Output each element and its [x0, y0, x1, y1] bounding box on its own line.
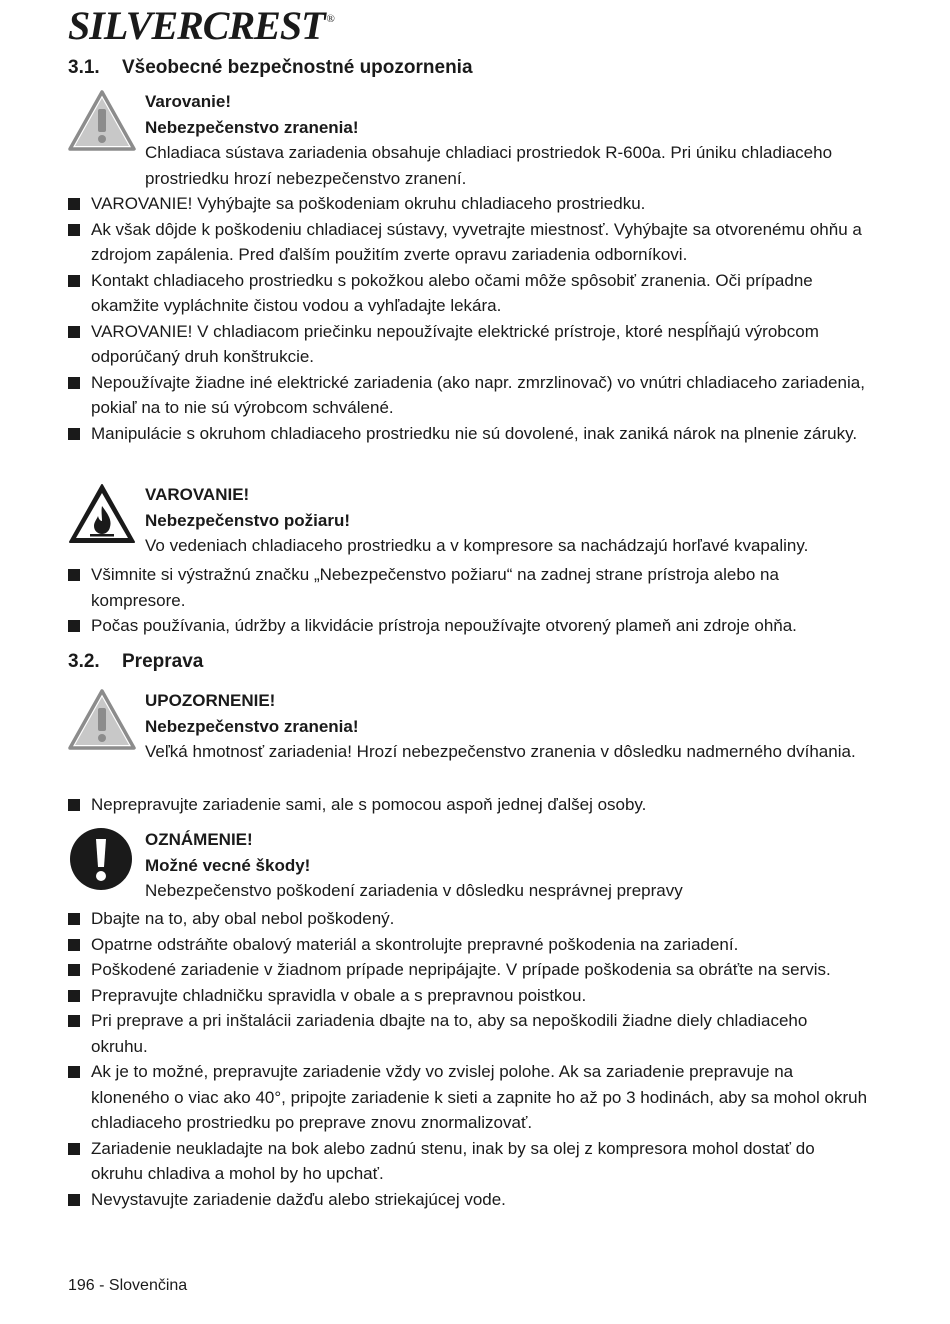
warning-triangle-icon [68, 688, 136, 752]
bullet-list [68, 562, 868, 639]
warning-text: Vo vedeniach chladiaceho prostriedku a v kompresore sa nachádzajú horľavé kvapaliny. [145, 536, 809, 555]
caution-subheading: Nebezpečenstvo zranenia! [145, 716, 359, 736]
caution-text: Veľká hmotnosť zariadenia! Hrozí nebezpečenstvo zranenia v dôsledku nadmerného dvíhania. [145, 742, 856, 761]
brand-logo [68, 3, 334, 48]
section-title: Preprava [122, 651, 204, 672]
list-item: VAROVANIE! V chladiacom priečinku nepoužívajte elektrické prístroje, ktoré nespĺňajú výrobcom odporúčaný druh konštrukcie. [68, 319, 868, 370]
list-item: Pri preprave a pri inštalácii zariadenia dbajte na to, aby sa nepoškodili žiadne diely chladiaceho okruhu. [68, 1008, 868, 1059]
warning-subheading: Nebezpečenstvo zranenia! [145, 117, 359, 137]
list-item: VAROVANIE! Vyhýbajte sa poškodeniam okruhu chladiaceho prostriedku. [68, 191, 868, 217]
list-item: Prepravujte chladničku spravidla v obale a s prepravnou poistkou. [68, 983, 868, 1009]
notice-subheading: Možné vecné škody! [145, 855, 311, 875]
list-item: Počas používania, údržby a likvidácie prístroja nepoužívajte otvorený plameň ani zdroje ohňa. [68, 613, 868, 639]
list-item: Kontakt chladiaceho prostriedku s pokožkou alebo očami môže spôsobiť zranenia. Oči prípadne okamžite vypláchnite čistou vodou a vyhľadajte lekára. [68, 268, 868, 319]
section-heading-3-1 [68, 56, 473, 80]
fire-warning-icon [68, 482, 136, 546]
notice-text: Nebezpečenstvo poškodení zariadenia v dôsledku nesprávnej prepravy [145, 881, 683, 900]
list-item: Zariadenie neukladajte na bok alebo zadnú stenu, inak by sa olej z kompresora mohol dostať do okruhu chladiva a mohol by ho upchať. [68, 1136, 868, 1187]
list-item: Dbajte na to, aby obal nebol poškodený. [68, 906, 868, 932]
list-item: Neprepravujte zariadenie sami, ale s pomocou aspoň jednej ďalšej osoby. [68, 792, 868, 818]
list-item: Nepoužívajte žiadne iné elektrické zariadenia (ako napr. zmrzlinovač) vo vnútri chladiaceho zariadenia, pokiaľ na to nie sú výrobcom schválené. [68, 370, 868, 421]
list-item: Opatrne odstráňte obalový materiál a skontrolujte prepravné poškodenia na zariadení. [68, 932, 868, 958]
section-number: 3.1. [68, 57, 100, 78]
section-title: Všeobecné bezpečnostné upozornenia [122, 57, 473, 78]
list-item: Nevystavujte zariadenie dažďu alebo striekajúcej vode. [68, 1187, 868, 1213]
warning-triangle-icon [68, 89, 136, 153]
list-item: Poškodené zariadenie v žiadnom prípade nepripájajte. V prípade poškodenia sa obráťte na servis. [68, 957, 868, 983]
section-heading-3-2 [68, 650, 203, 674]
warning-heading: Varovanie! [145, 92, 231, 111]
list-item: Ak však dôjde k poškodeniu chladiacej sústavy, vyvetrajte miestnosť. Vyhýbajte sa otvorenému ohňu a zdrojom zapálenia. Pred ďalším použitím zverte opravu zariadenia odborníkovi. [68, 217, 868, 268]
warning-heading: VAROVANIE! [145, 485, 250, 504]
page-footer: 196 - Slovenčina [68, 1277, 188, 1294]
notice-heading: OZNÁMENIE! [145, 830, 253, 849]
caution-heading: UPOZORNENIE! [145, 691, 276, 710]
bullet-list [68, 191, 868, 446]
section-number: 3.2. [68, 651, 100, 672]
list-item: Manipulácie s okruhom chladiaceho prostriedku nie sú dovolené, inak zaniká nárok na plnenie záruky. [68, 421, 868, 447]
warning-subheading: Nebezpečenstvo požiaru! [145, 510, 350, 530]
list-item: Všimnite si výstražnú značku „Nebezpečenstvo požiaru“ na zadnej strane prístroja alebo na kompresore. [68, 562, 868, 613]
brand-logo-text: SILVERCREST [68, 3, 325, 48]
bullet-list [68, 906, 868, 1212]
registered-mark: ® [326, 13, 334, 25]
list-item: Ak je to možné, prepravujte zariadenie vždy vo zvislej polohe. Ak sa zariadenie prepravuje na kloneného o viac ako 40°, pripojte zariadenie k sieti a zapnite ho až po 3 hodinách, aby sa mohol okruh chladiaceho prostriedku po preprave znovu znormalizovať. [68, 1059, 868, 1136]
warning-text: Chladiaca sústava zariadenia obsahuje chladiaci prostriedok R-600a. Pri úniku chladiaceho prostriedku hrozí nebezpečenstvo zranení. [145, 143, 833, 188]
exclamation-circle-icon [68, 827, 136, 891]
bullet-list [68, 792, 868, 818]
